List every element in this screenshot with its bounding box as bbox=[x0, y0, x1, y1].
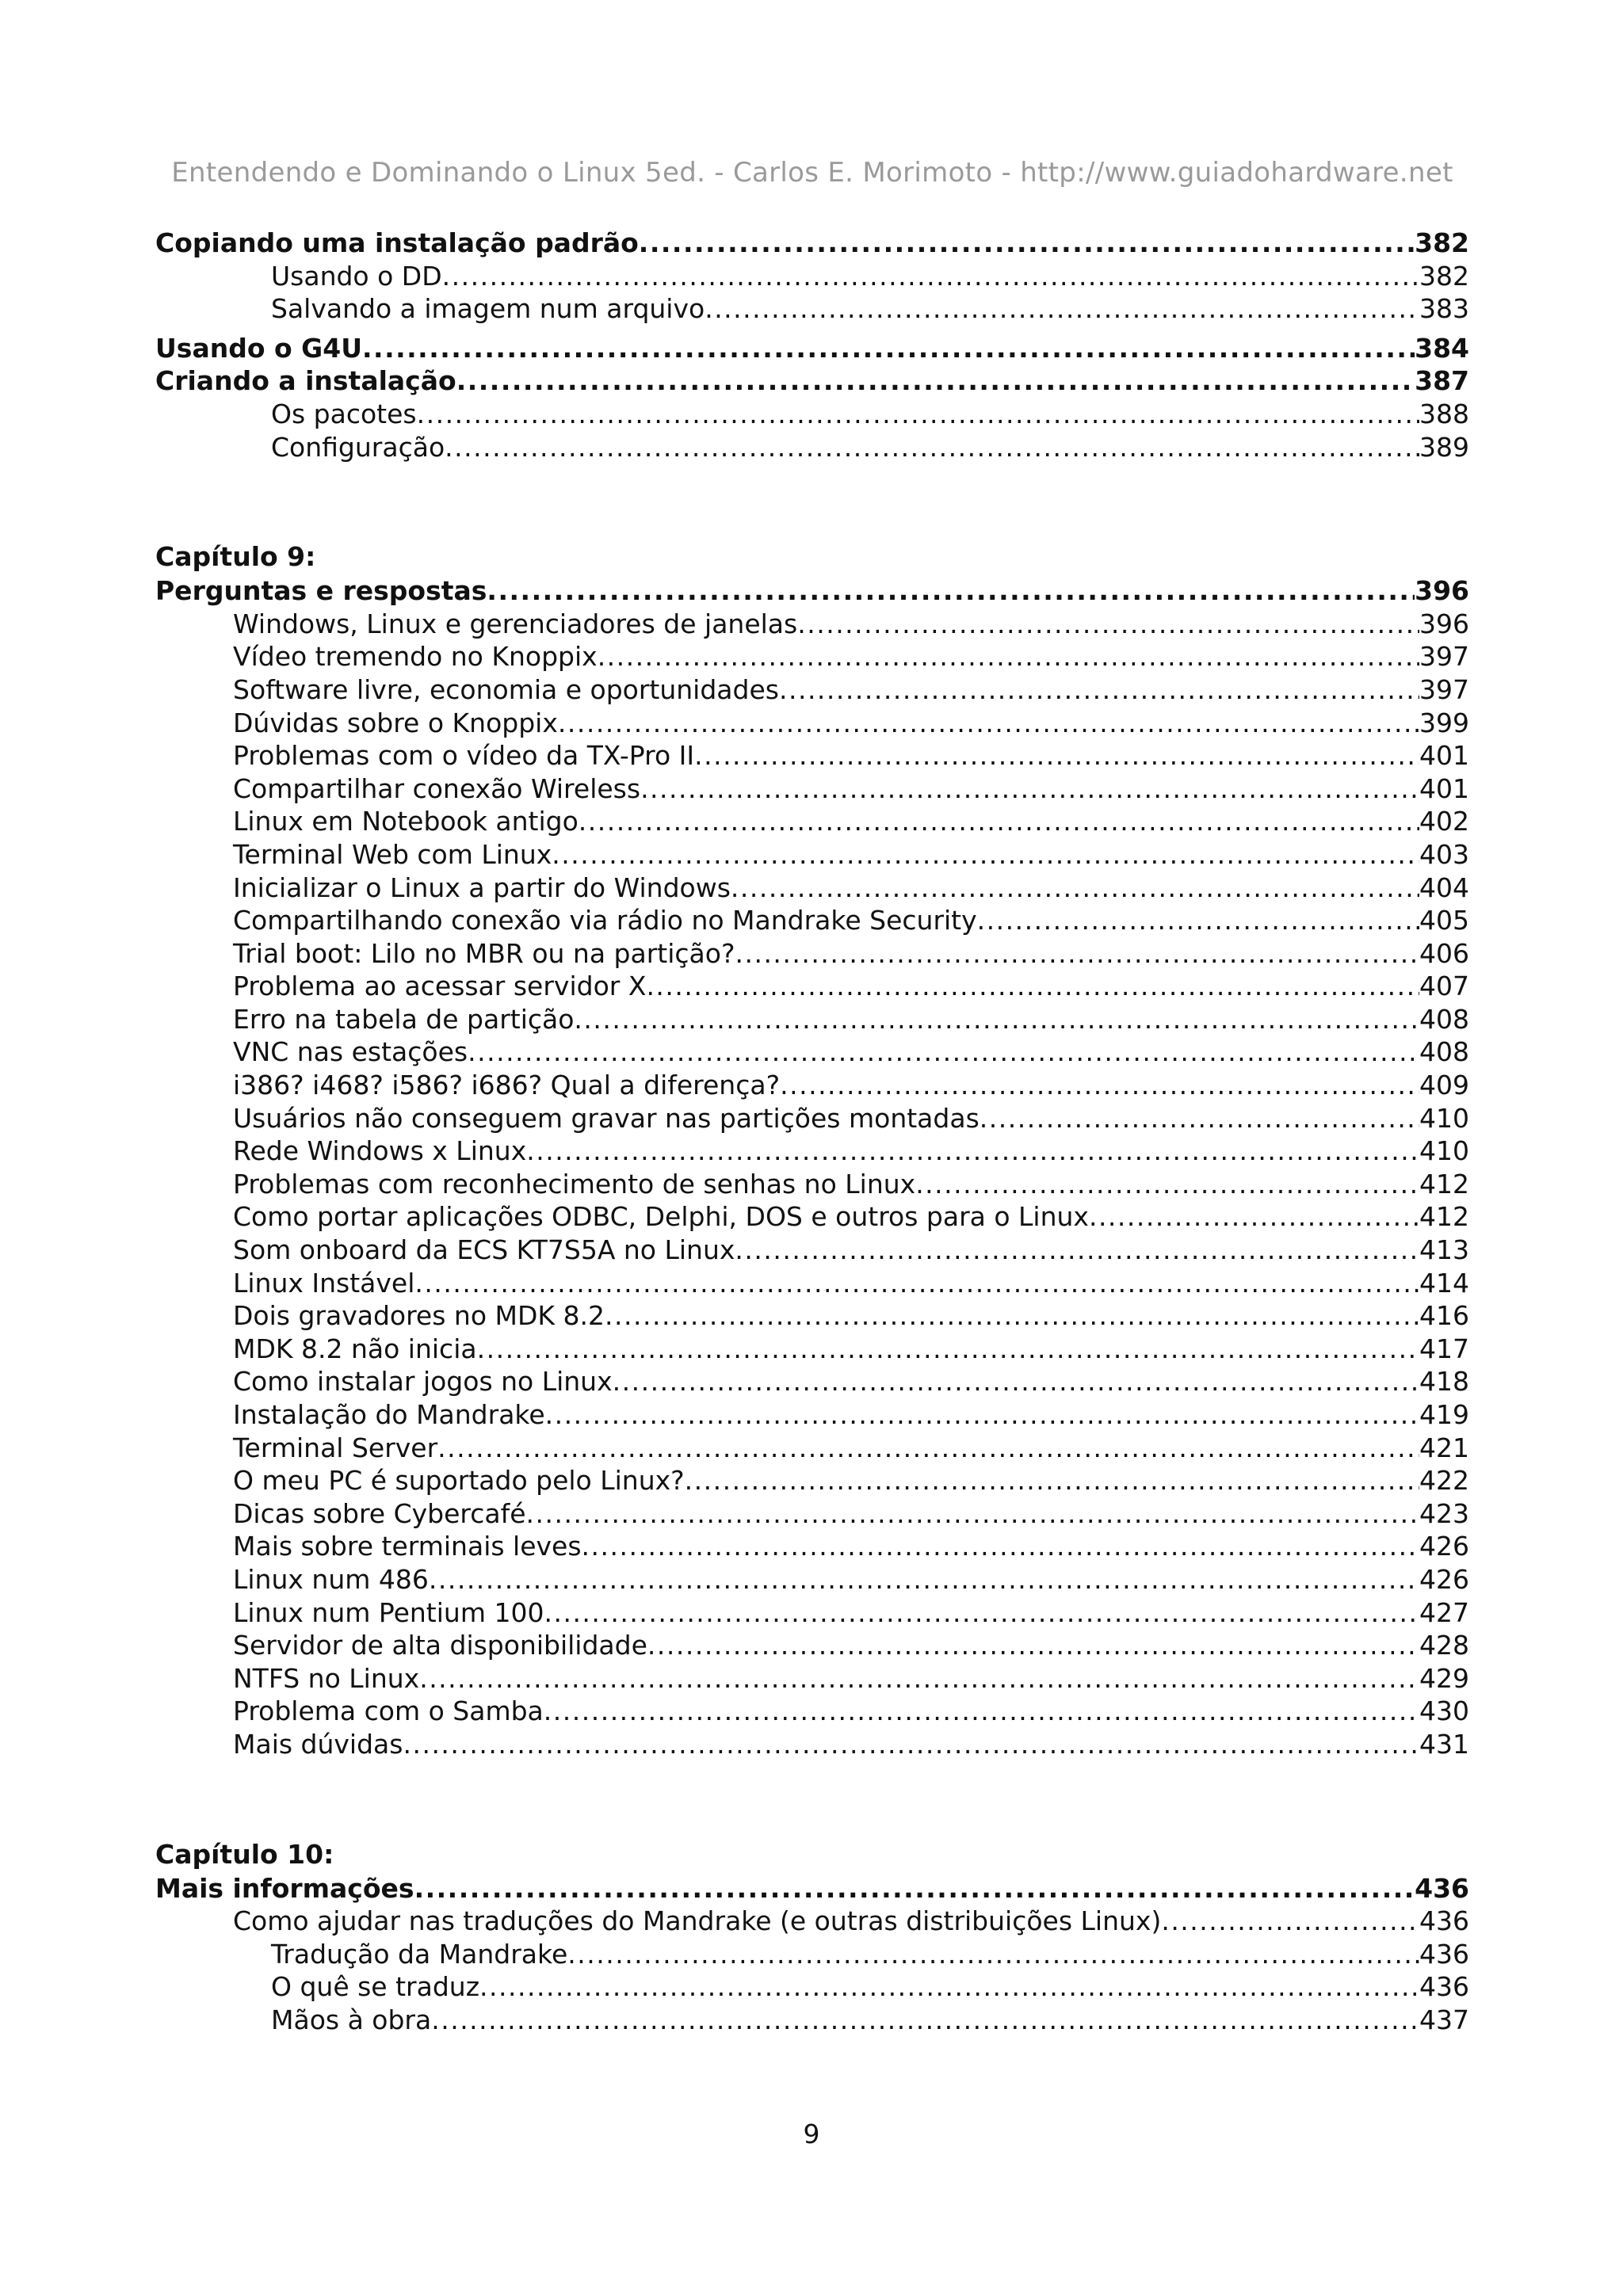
toc-entry-title: Mais dúvidas bbox=[233, 1728, 403, 1760]
toc-entry-title: O quê se traduz bbox=[271, 1971, 480, 2003]
toc-dot-leader bbox=[980, 1102, 1419, 1135]
toc-dot-leader bbox=[567, 1938, 1419, 1971]
toc-entry bbox=[155, 1596, 1469, 1630]
toc-entry-title: Linux em Notebook antigo bbox=[233, 806, 579, 837]
toc-entry-page: 436 bbox=[1415, 1872, 1469, 1904]
toc-entry bbox=[155, 608, 1469, 641]
page-number: 9 bbox=[803, 2119, 820, 2149]
toc-dot-leader bbox=[456, 364, 1415, 398]
toc-dot-leader bbox=[437, 1432, 1419, 1465]
toc-dot-leader bbox=[685, 1464, 1419, 1497]
toc-entry bbox=[155, 260, 1469, 293]
toc-entry-title: Problema com o Samba bbox=[233, 1695, 544, 1727]
toc-dot-leader bbox=[544, 1695, 1419, 1728]
toc-dot-leader bbox=[362, 332, 1415, 365]
toc-dot-leader bbox=[735, 1234, 1419, 1267]
toc-entry-page: 412 bbox=[1419, 1168, 1469, 1199]
toc-entry-title: Compartilhando conexão via rádio no Mandrake Security bbox=[233, 905, 977, 936]
toc-entry-page: 436 bbox=[1419, 1971, 1469, 2003]
toc-entry-page: 426 bbox=[1419, 1531, 1469, 1562]
toc-entry-title: Os pacotes bbox=[271, 398, 417, 429]
toc-entry-title: i386? i468? i586? i686? Qual a diferença? bbox=[233, 1070, 781, 1101]
toc-entry-title: Problemas com o vídeo da TX-Pro II bbox=[233, 740, 695, 772]
toc-entry-page: 431 bbox=[1419, 1728, 1469, 1760]
toc-dot-leader bbox=[552, 838, 1419, 871]
toc-entry-title: Erro na tabela de partição bbox=[233, 1003, 575, 1035]
toc-entry bbox=[155, 1497, 1469, 1531]
toc-entry-title: Linux num 486 bbox=[233, 1563, 429, 1595]
toc-entry-title: VNC nas estações bbox=[233, 1036, 468, 1068]
toc-entry-page: 437 bbox=[1419, 2004, 1469, 2035]
toc-entry-title: Mais informações bbox=[155, 1872, 414, 1904]
toc-dot-leader bbox=[403, 1728, 1419, 1761]
toc-dot-leader bbox=[797, 608, 1419, 641]
toc-entry-page: 436 bbox=[1419, 1938, 1469, 1970]
toc-entry bbox=[155, 1168, 1469, 1201]
toc-dot-leader bbox=[558, 707, 1419, 740]
toc-dot-leader bbox=[442, 260, 1419, 293]
toc-dot-leader bbox=[1161, 1905, 1419, 1938]
toc-entry-page: 399 bbox=[1419, 707, 1469, 738]
toc-entry-page: 396 bbox=[1419, 608, 1469, 639]
toc-entry bbox=[155, 1035, 1469, 1069]
toc-section-chapter10 bbox=[155, 1872, 1469, 2037]
toc-dot-leader bbox=[419, 1662, 1419, 1695]
toc-entry bbox=[155, 640, 1469, 673]
toc-entry-page: 422 bbox=[1419, 1465, 1469, 1497]
toc-entry-title: Trial boot: Lilo no MBR ou na partição? bbox=[233, 937, 735, 969]
toc-entry-page: 382 bbox=[1415, 227, 1469, 258]
toc-dot-leader bbox=[417, 398, 1419, 431]
toc-dot-leader bbox=[431, 2004, 1419, 2037]
toc-entry-page: 408 bbox=[1419, 1036, 1469, 1068]
toc-entry-title: O meu PC é suportado pelo Linux? bbox=[233, 1465, 685, 1497]
toc-entry bbox=[155, 1905, 1469, 1938]
toc-dot-leader bbox=[582, 1530, 1419, 1563]
toc-entry bbox=[155, 1398, 1469, 1432]
toc-dot-leader bbox=[977, 904, 1419, 937]
toc-entry bbox=[155, 970, 1469, 1003]
toc-entry-page: 423 bbox=[1419, 1497, 1469, 1529]
toc-dot-leader bbox=[605, 1299, 1419, 1333]
toc-entry-title: Usuários não conseguem gravar nas partições montadas bbox=[233, 1102, 980, 1134]
toc-entry-page: 401 bbox=[1419, 740, 1469, 772]
toc-entry-title: Usando o G4U bbox=[155, 332, 362, 364]
toc-entry bbox=[155, 1267, 1469, 1300]
toc-entry-title: NTFS no Linux bbox=[233, 1662, 420, 1694]
toc-entry-page: 384 bbox=[1415, 332, 1469, 364]
toc-dot-leader bbox=[731, 871, 1419, 905]
toc-entry bbox=[155, 1872, 1469, 1905]
toc-entry-page: 417 bbox=[1419, 1333, 1469, 1364]
toc-entry-page: 410 bbox=[1419, 1135, 1469, 1167]
toc-dot-leader bbox=[915, 1168, 1419, 1201]
toc-entry-title: Mãos à obra bbox=[271, 2004, 432, 2035]
toc-entry-title: Som onboard da ECS KT7S5A no Linux bbox=[233, 1234, 735, 1266]
toc-entry-page: 413 bbox=[1419, 1234, 1469, 1266]
toc-entry bbox=[155, 1102, 1469, 1135]
toc-dot-leader bbox=[779, 673, 1419, 707]
toc-entry-page: 430 bbox=[1419, 1695, 1469, 1727]
chapter-label: Capítulo 10: bbox=[155, 1838, 334, 1870]
toc-entry-title: Software livre, economia e oportunidades bbox=[233, 673, 779, 705]
toc-dot-leader bbox=[468, 1035, 1419, 1069]
toc-entry-page: 416 bbox=[1419, 1300, 1469, 1332]
toc-entry-title: Dois gravadores no MDK 8.2 bbox=[233, 1300, 605, 1332]
toc-dot-leader bbox=[487, 574, 1415, 608]
toc-entry bbox=[155, 1530, 1469, 1563]
toc-dot-leader bbox=[1089, 1200, 1419, 1234]
toc-entry bbox=[155, 1299, 1469, 1333]
toc-dot-leader bbox=[544, 1596, 1419, 1630]
toc-entry-title: Problema ao acessar servidor X bbox=[233, 971, 647, 1002]
toc-entry bbox=[155, 1003, 1469, 1036]
toc-entry-title: Como instalar jogos no Linux bbox=[233, 1366, 613, 1398]
toc-entry-title: Como ajudar nas traduções do Mandrake (e outras distribuições Linux) bbox=[233, 1905, 1162, 1937]
toc-dot-leader bbox=[598, 640, 1419, 673]
toc-dot-leader bbox=[445, 431, 1419, 464]
toc-dot-leader bbox=[545, 1398, 1419, 1432]
toc-entry-page: 414 bbox=[1419, 1267, 1469, 1299]
toc-entry-title: Problemas com reconhecimento de senhas no Linux bbox=[233, 1168, 916, 1199]
toc-entry bbox=[155, 398, 1469, 431]
toc-entry-page: 412 bbox=[1419, 1201, 1469, 1233]
toc-entry bbox=[155, 1135, 1469, 1168]
toc-entry-page: 397 bbox=[1419, 641, 1469, 673]
toc-dot-leader bbox=[479, 1970, 1419, 2004]
toc-section-block1 bbox=[155, 227, 1469, 326]
toc-dot-leader bbox=[414, 1872, 1415, 1905]
toc-dot-leader bbox=[613, 1365, 1419, 1398]
toc-dot-leader bbox=[694, 739, 1419, 772]
toc-dot-leader bbox=[526, 1497, 1419, 1531]
toc-entry-title: Dicas sobre Cybercafé bbox=[233, 1497, 526, 1529]
toc-section-chapter9 bbox=[155, 574, 1469, 1760]
toc-dot-leader bbox=[780, 1069, 1419, 1102]
toc-entry-title: Linux num Pentium 100 bbox=[233, 1596, 544, 1628]
toc-entry-title: Instalação do Mandrake bbox=[233, 1399, 545, 1430]
toc-entry bbox=[155, 904, 1469, 937]
toc-entry bbox=[155, 1938, 1469, 1971]
toc-entry bbox=[155, 1333, 1469, 1366]
toc-entry-page: 409 bbox=[1419, 1070, 1469, 1101]
chapter-label: Capítulo 9: bbox=[155, 541, 316, 573]
toc-dot-leader bbox=[579, 805, 1419, 838]
toc-entry-page: 387 bbox=[1415, 365, 1469, 397]
toc-entry-title: Terminal Web com Linux bbox=[233, 838, 552, 870]
toc-entry-page: 403 bbox=[1419, 838, 1469, 870]
toc-dot-leader bbox=[639, 227, 1415, 260]
toc-entry bbox=[155, 431, 1469, 464]
toc-entry bbox=[155, 673, 1469, 707]
toc-section-block2 bbox=[155, 332, 1469, 463]
toc-entry-title: Tradução da Mandrake bbox=[271, 1938, 568, 1970]
toc-entry bbox=[155, 227, 1469, 260]
toc-entry-page: 421 bbox=[1419, 1432, 1469, 1463]
toc-entry-title: Rede Windows x Linux bbox=[233, 1135, 527, 1167]
toc-entry-page: 419 bbox=[1419, 1399, 1469, 1430]
toc-dot-leader bbox=[640, 772, 1419, 806]
toc-entry bbox=[155, 739, 1469, 772]
toc-entry bbox=[155, 1069, 1469, 1102]
toc-entry-title: Linux Instável bbox=[233, 1267, 415, 1299]
toc-entry bbox=[155, 805, 1469, 838]
toc-entry-title: Copiando uma instalação padrão bbox=[155, 227, 639, 258]
toc-entry-page: 383 bbox=[1419, 293, 1469, 325]
toc-entry-title: Compartilhar conexão Wireless bbox=[233, 772, 641, 804]
toc-entry bbox=[155, 1629, 1469, 1662]
toc-entry-page: 401 bbox=[1419, 772, 1469, 804]
toc-entry-page: 427 bbox=[1419, 1596, 1469, 1628]
toc-entry bbox=[155, 707, 1469, 740]
toc-entry-page: 397 bbox=[1419, 673, 1469, 705]
toc-dot-leader bbox=[574, 1003, 1419, 1036]
toc-entry bbox=[155, 1234, 1469, 1267]
toc-entry-page: 382 bbox=[1419, 260, 1469, 292]
toc-entry-page: 405 bbox=[1419, 905, 1469, 936]
toc-dot-leader bbox=[526, 1135, 1419, 1168]
toc-entry bbox=[155, 1695, 1469, 1728]
toc-dot-leader bbox=[414, 1267, 1419, 1300]
toc-entry-page: 426 bbox=[1419, 1563, 1469, 1595]
toc-entry-title: Windows, Linux e gerenciadores de janelas bbox=[233, 608, 798, 639]
toc-entry-title: Configuração bbox=[271, 431, 445, 463]
toc-entry-page: 389 bbox=[1419, 431, 1469, 463]
toc-entry bbox=[155, 838, 1469, 871]
toc-dot-leader bbox=[646, 970, 1419, 1003]
toc-entry-title: Terminal Server bbox=[233, 1432, 438, 1463]
toc-dot-leader bbox=[735, 937, 1419, 971]
toc-dot-leader bbox=[477, 1333, 1419, 1366]
toc-entry-title: Servidor de alta disponibilidade bbox=[233, 1630, 647, 1661]
toc-dot-leader bbox=[705, 292, 1419, 326]
toc-entry-page: 404 bbox=[1419, 871, 1469, 903]
toc-entry-page: 418 bbox=[1419, 1366, 1469, 1398]
toc-entry-title: Salvando a imagem num arquivo bbox=[271, 293, 705, 325]
toc-entry-page: 410 bbox=[1419, 1102, 1469, 1134]
toc-entry bbox=[155, 871, 1469, 905]
toc-entry bbox=[155, 1662, 1469, 1695]
toc-entry bbox=[155, 574, 1469, 608]
toc-entry-page: 408 bbox=[1419, 1003, 1469, 1035]
toc-entry bbox=[155, 292, 1469, 326]
toc-entry-title: Como portar aplicações ODBC, Delphi, DOS e outros para o Linux bbox=[233, 1201, 1089, 1233]
toc-entry-page: 396 bbox=[1415, 575, 1469, 607]
toc-entry bbox=[155, 2004, 1469, 2037]
toc-entry-title: Mais sobre terminais leves bbox=[233, 1531, 582, 1562]
toc-entry-title: MDK 8.2 não inicia bbox=[233, 1333, 477, 1364]
toc-entry-title: Vídeo tremendo no Knoppix bbox=[233, 641, 598, 673]
toc-entry-page: 428 bbox=[1419, 1630, 1469, 1661]
toc-entry-title: Criando a instalação bbox=[155, 365, 456, 397]
toc-entry bbox=[155, 772, 1469, 806]
toc-entry bbox=[155, 1563, 1469, 1596]
toc-entry-page: 436 bbox=[1419, 1905, 1469, 1937]
toc-entry-page: 388 bbox=[1419, 398, 1469, 429]
toc-entry-page: 406 bbox=[1419, 937, 1469, 969]
toc-entry-page: 402 bbox=[1419, 806, 1469, 837]
toc-entry-page: 407 bbox=[1419, 971, 1469, 1002]
running-header: Entendendo e Dominando o Linux 5ed. - Carlos E. Morimoto - http://www.guiadohardware.net bbox=[171, 157, 1453, 189]
table-of-contents bbox=[155, 227, 1469, 2037]
toc-dot-leader bbox=[647, 1629, 1419, 1662]
toc-entry bbox=[155, 1432, 1469, 1465]
toc-dot-leader bbox=[429, 1563, 1419, 1596]
toc-entry-title: Dúvidas sobre o Knoppix bbox=[233, 707, 558, 738]
toc-entry bbox=[155, 1970, 1469, 2004]
toc-entry bbox=[155, 1464, 1469, 1497]
toc-entry bbox=[155, 1365, 1469, 1398]
toc-entry-title: Perguntas e respostas bbox=[155, 575, 487, 607]
toc-entry-title: Usando o DD bbox=[271, 260, 442, 292]
toc-entry bbox=[155, 332, 1469, 365]
toc-entry bbox=[155, 1728, 1469, 1761]
toc-entry-page: 429 bbox=[1419, 1662, 1469, 1694]
toc-entry bbox=[155, 364, 1469, 398]
toc-entry bbox=[155, 1200, 1469, 1234]
toc-entry-title: Inicializar o Linux a partir do Windows bbox=[233, 871, 731, 903]
toc-entry bbox=[155, 937, 1469, 971]
